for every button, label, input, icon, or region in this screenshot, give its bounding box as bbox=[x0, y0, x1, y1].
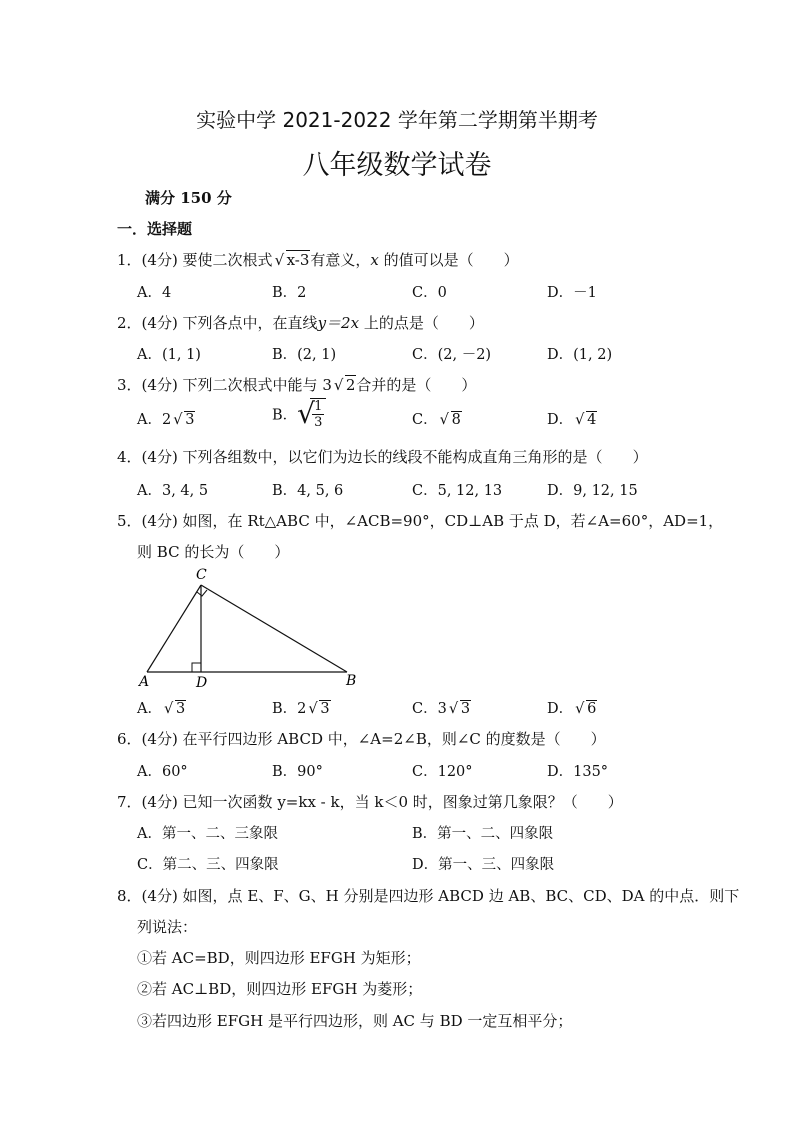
q3-option-d-label: D． bbox=[547, 412, 574, 428]
q4-option-d[interactable]: D．9, 12, 15 bbox=[547, 483, 638, 499]
q7-option-b[interactable]: B．第一、二、四象限 bbox=[412, 826, 554, 842]
triangle-figure bbox=[135, 563, 365, 691]
question-8-stem-line2: 列说法： bbox=[137, 918, 198, 936]
segment-bc bbox=[201, 585, 347, 672]
q4-option-b[interactable]: B．4, 5, 6 bbox=[272, 483, 344, 499]
q5-option-b-radicand: 3 bbox=[320, 701, 330, 717]
segment-ac bbox=[147, 585, 201, 672]
q5-option-c-radicand: 3 bbox=[460, 701, 471, 717]
sqrt-symbol bbox=[173, 412, 195, 428]
q1-prefix: 1．(4分) 要使二次根式 bbox=[117, 251, 273, 269]
q3-prefix: 3．(4分) 下列二次根式中能与 3 bbox=[117, 376, 332, 394]
question-6-stem: 6．(4分) 在平行四边形 ABCD 中，∠A=2∠B，则∠C 的度数是（ ） bbox=[117, 730, 606, 748]
q6-option-d[interactable]: D．135° bbox=[547, 764, 609, 780]
q2-option-c[interactable]: C．(2, －2) bbox=[412, 347, 492, 363]
q3-option-c[interactable] bbox=[412, 408, 462, 429]
q2-option-d[interactable]: D．(1, 2) bbox=[547, 347, 613, 363]
sqrt-symbol: √ $\frac{1}{3}$ bbox=[297, 398, 326, 430]
exam-subtitle: 八年级数学试卷 bbox=[302, 150, 492, 181]
label-b: B bbox=[346, 673, 357, 689]
q6-option-b[interactable]: B．90° bbox=[272, 764, 323, 780]
question-5-stem-line2: 则 BC 的长为（ ） bbox=[137, 543, 290, 561]
q3-option-a-radicand: 3 bbox=[185, 412, 195, 428]
question-4-stem: 4．(4分) 下列各组数中，以它们为边长的线段不能构成直角三角形的是（ ） bbox=[117, 448, 648, 466]
q1-option-d[interactable]: D．－1 bbox=[547, 285, 597, 301]
q1-option-c[interactable]: C．0 bbox=[412, 285, 447, 301]
q5-option-d-radicand: 6 bbox=[587, 701, 597, 717]
q5-option-a-radicand: 3 bbox=[175, 701, 186, 717]
q3-option-b-numerator: 1 bbox=[314, 399, 323, 414]
q4-option-a[interactable]: A．3, 4, 5 bbox=[137, 483, 209, 499]
question-1-stem bbox=[117, 249, 519, 270]
q2-option-a[interactable]: A．(1, 1) bbox=[137, 347, 201, 363]
q3-option-d-radicand: 4 bbox=[587, 412, 597, 428]
q1-suffix2: 的值可以是（ ） bbox=[378, 251, 519, 269]
sqrt-symbol bbox=[164, 701, 186, 717]
q3-option-b-label: B． bbox=[272, 407, 298, 424]
sqrt-symbol bbox=[275, 251, 311, 269]
q8-statement-2: ②若 AC⊥BD，则四边形 EFGH 为菱形； bbox=[137, 980, 423, 998]
full-score: 满分 150 分 bbox=[145, 189, 232, 207]
q7-option-c[interactable]: C．第二、三、四象限 bbox=[137, 857, 279, 873]
question-8-stem-line1: 8．(4分) 如图，点 E、F、G、H 分别是四边形 ABCD 边 AB、BC、CD、DA 的中点．则下 bbox=[117, 887, 740, 905]
label-c: C bbox=[196, 567, 207, 583]
q7-option-a[interactable]: A．第一、二、三象限 bbox=[137, 826, 278, 842]
q3-option-d[interactable] bbox=[547, 408, 597, 429]
q1-option-a[interactable]: A．4 bbox=[137, 285, 172, 301]
label-a: A bbox=[139, 674, 150, 690]
q3-option-b[interactable] bbox=[272, 398, 326, 430]
q3-option-b-denominator: 3 bbox=[314, 415, 323, 430]
q5-option-d[interactable] bbox=[547, 697, 597, 718]
q3-option-c-label: C． bbox=[412, 412, 438, 428]
q5-option-a-label: A． bbox=[137, 701, 162, 717]
q1-option-b[interactable]: B．2 bbox=[272, 285, 307, 301]
sqrt-symbol bbox=[449, 701, 471, 717]
q2-equation: y＝2x bbox=[317, 314, 360, 332]
q3-suffix: 合并的是（ ） bbox=[356, 376, 477, 394]
question-7-stem: 7．(4分) 已知一次函数 y=kx - k，当 k＜0 时，图象过第几象限？（ ） bbox=[117, 793, 623, 811]
q6-option-a[interactable]: A．60° bbox=[137, 764, 188, 780]
sqrt-symbol bbox=[308, 701, 330, 717]
q5-option-d-label: D． bbox=[547, 701, 574, 717]
right-angle-mark-c bbox=[197, 590, 207, 596]
sqrt-symbol bbox=[575, 701, 597, 717]
q4-option-c[interactable]: C．5, 12, 13 bbox=[412, 483, 503, 499]
sqrt-symbol bbox=[440, 412, 462, 428]
right-angle-mark-d bbox=[192, 663, 201, 672]
q8-statement-3: ③若四边形 EFGH 是平行四边形，则 AC 与 BD 一定互相平分； bbox=[137, 1012, 573, 1030]
question-3-stem bbox=[117, 374, 476, 395]
section-title: 一．选择题 bbox=[117, 220, 193, 238]
q3-radicand: 2 bbox=[345, 376, 356, 394]
q5-option-c[interactable] bbox=[412, 697, 471, 718]
q5-option-b[interactable] bbox=[272, 697, 331, 718]
q8-statement-1: ①若 AC=BD，则四边形 EFGH 为矩形； bbox=[137, 949, 421, 967]
q5-option-c-label: C．3 bbox=[412, 701, 447, 717]
q3-option-a[interactable] bbox=[137, 408, 195, 429]
question-2-stem bbox=[117, 312, 484, 333]
question-5-stem-line1: 5．(4分) 如图，在 Rt△ABC 中，∠ACB=90°，CD⊥AB 于点 D，若∠A=60°，AD=1， bbox=[117, 512, 724, 530]
q1-suffix: 有意义， bbox=[310, 251, 371, 269]
sqrt-symbol bbox=[334, 376, 357, 394]
exam-header-title: 实验中学 2021-2022 学年第二学期第半期考 bbox=[196, 108, 598, 132]
label-d: D bbox=[196, 675, 208, 691]
q3-option-a-label: A．2 bbox=[137, 412, 172, 428]
q1-radicand: x-3 bbox=[286, 251, 310, 269]
q5-option-a[interactable] bbox=[137, 697, 186, 718]
sqrt-symbol bbox=[575, 412, 597, 428]
q1-variable: x bbox=[370, 251, 379, 269]
q5-option-b-label: B．2 bbox=[272, 701, 307, 717]
q2-option-b[interactable]: B．(2, 1) bbox=[272, 347, 337, 363]
q7-option-d[interactable]: D．第一、三、四象限 bbox=[412, 857, 555, 873]
q3-option-c-radicand: 8 bbox=[451, 412, 461, 428]
q6-option-c[interactable]: C．120° bbox=[412, 764, 473, 780]
q2-suffix: 上的点是（ ） bbox=[359, 314, 484, 332]
q2-prefix: 2．(4分) 下列各点中，在直线 bbox=[117, 314, 318, 332]
